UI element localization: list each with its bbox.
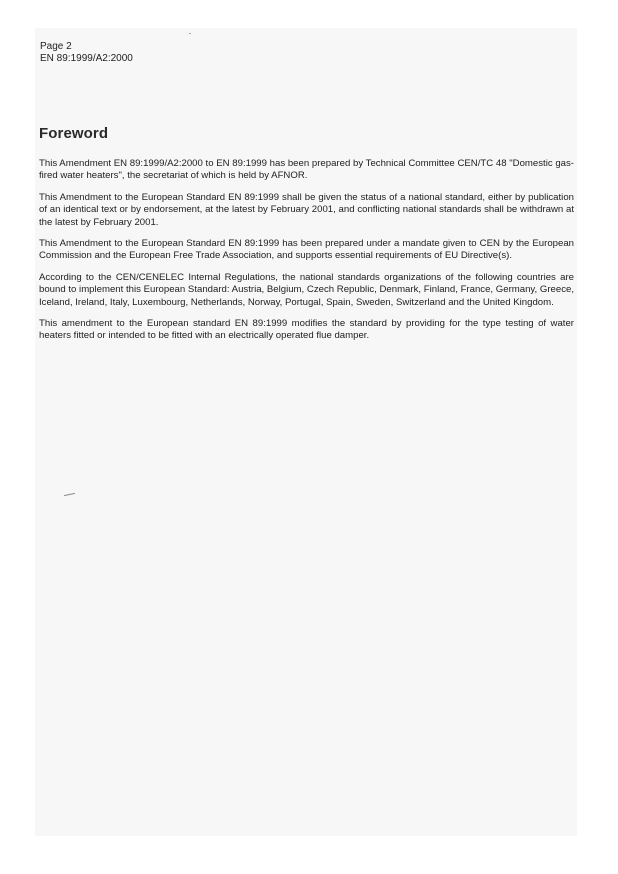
- foreword-body: [39, 158, 574, 352]
- scan-artifact-dot: [189, 33, 191, 34]
- page-sheet: [35, 28, 577, 836]
- paragraph-scope: This amendment to the European standard EN 89:1999 modifies the standard by providing for the type testing of water heaters fitted or intended to be fitted with an electrically operated flue damper.: [39, 318, 574, 342]
- document-id: EN 89:1999/A2:2000: [40, 53, 133, 64]
- paragraph-countries: According to the CEN/CENELEC Internal Regulations, the national standards organizations of the following countries are bound to implement this European Standard: Austria, Belgium, Czech Republic, Denmark, Finland, France, Germany, Greece, Iceland, Ireland, Italy, Luxembourg, Netherlands, Norway, Portugal, Spain, Sweden, Switzerland and the United Kingdom.: [39, 271, 574, 308]
- paragraph-preparation: This Amendment EN 89:1999/A2:2000 to EN 89:1999 has been prepared by Technical Committee CEN/TC 48 "Domestic gas-fired water heaters", the secretariat of which is held by AFNOR.: [39, 158, 574, 182]
- paragraph-mandate: This Amendment to the European Standard EN 89:1999 has been prepared under a mandate given to CEN by the European Commission and the European Free Trade Association, and supports essential requirements of EU Directive(s).: [39, 238, 574, 262]
- paragraph-national-status: This Amendment to the European Standard EN 89:1999 shall be given the status of a national standard, either by publication of an identical text or by endorsement, at the latest by February 2001, and conflicting national standards shall be withdrawn at the latest by February 2001.: [39, 191, 574, 228]
- page-number: Page 2: [40, 41, 72, 52]
- foreword-heading: Foreword: [39, 125, 109, 142]
- page-header: [40, 41, 133, 65]
